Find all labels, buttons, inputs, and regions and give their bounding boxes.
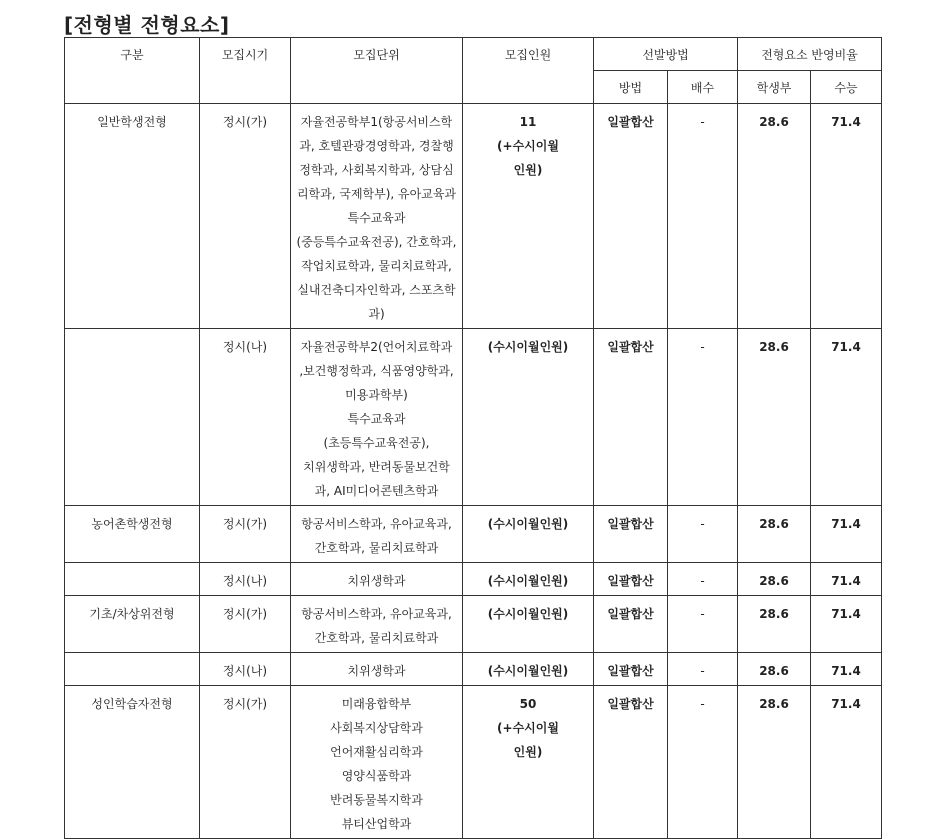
header-unit: 모집단위 — [291, 38, 463, 104]
multiple-cell: - — [668, 653, 738, 686]
table-header — [65, 38, 882, 104]
count-cell: 11 (+수시이월 인원) — [463, 104, 594, 329]
group-name-cell: 기초/차상위전형 — [65, 596, 200, 653]
table-body — [65, 104, 882, 839]
school-ratio-cell: 28.6 — [738, 596, 811, 653]
group-name-cell: 농어촌학생전형 — [65, 506, 200, 563]
admission-table — [64, 37, 882, 839]
period-cell: 정시(나) — [200, 329, 291, 506]
period-cell: 정시(가) — [200, 506, 291, 563]
method-cell: 일괄합산 — [594, 653, 668, 686]
table-row — [65, 563, 882, 596]
period-cell: 정시(나) — [200, 653, 291, 686]
multiple-cell: - — [668, 563, 738, 596]
csat-ratio-cell: 71.4 — [811, 104, 882, 329]
multiple-cell: - — [668, 506, 738, 563]
method-cell: 일괄합산 — [594, 596, 668, 653]
table-row — [65, 686, 882, 839]
period-cell: 정시(가) — [200, 104, 291, 329]
unit-cell: 자율전공학부2(언어치료학과 ,보건행정학과, 식품영양학과, 미용과학부) 특수교육과 (초등특수교육전공), 치위생학과, 반려동물보건학 과, AI미디어콘텐츠학과 — [291, 329, 463, 506]
header-selection: 선발방법 — [594, 38, 738, 71]
header-ratio-school: 학생부 — [738, 71, 811, 104]
header-count: 모집인원 — [463, 38, 594, 104]
period-cell: 정시(가) — [200, 596, 291, 653]
csat-ratio-cell: 71.4 — [811, 596, 882, 653]
school-ratio-cell: 28.6 — [738, 329, 811, 506]
group-name-cell-empty — [65, 329, 200, 506]
header-period: 모집시기 — [200, 38, 291, 104]
csat-ratio-cell: 71.4 — [811, 329, 882, 506]
csat-ratio-cell: 71.4 — [811, 686, 882, 839]
group-name-cell: 성인학습자전형 — [65, 686, 200, 839]
csat-ratio-cell: 71.4 — [811, 563, 882, 596]
csat-ratio-cell: 71.4 — [811, 653, 882, 686]
method-cell: 일괄합산 — [594, 506, 668, 563]
method-cell: 일괄합산 — [594, 104, 668, 329]
method-cell: 일괄합산 — [594, 329, 668, 506]
method-cell: 일괄합산 — [594, 563, 668, 596]
group-name-cell-empty — [65, 563, 200, 596]
multiple-cell: - — [668, 596, 738, 653]
unit-cell: 항공서비스학과, 유아교육과, 간호학과, 물리치료학과 — [291, 596, 463, 653]
multiple-cell: - — [668, 329, 738, 506]
school-ratio-cell: 28.6 — [738, 104, 811, 329]
table-row — [65, 104, 882, 329]
unit-cell: 치위생학과 — [291, 563, 463, 596]
header-ratio: 전형요소 반영비율 — [738, 38, 882, 71]
table-row — [65, 653, 882, 686]
header-ratio-csat: 수능 — [811, 71, 882, 104]
school-ratio-cell: 28.6 — [738, 686, 811, 839]
count-cell: (수시이월인원) — [463, 329, 594, 506]
count-cell: (수시이월인원) — [463, 653, 594, 686]
table-row — [65, 596, 882, 653]
school-ratio-cell: 28.6 — [738, 506, 811, 563]
multiple-cell: - — [668, 686, 738, 839]
header-group: 구분 — [65, 38, 200, 104]
multiple-cell: - — [668, 104, 738, 329]
group-name-cell-empty — [65, 653, 200, 686]
header-selection-method: 방법 — [594, 71, 668, 104]
csat-ratio-cell: 71.4 — [811, 506, 882, 563]
unit-cell: 항공서비스학과, 유아교육과, 간호학과, 물리치료학과 — [291, 506, 463, 563]
unit-cell: 자율전공학부1(항공서비스학 과, 호텔관광경영학과, 경찰행 정학과, 사회복지학과, 상담심 리학과, 국제학부), 유아교육과 특수교육과 (중등특수교육전공), 간호학과, 작업치료학과, 물리치료학과, 실내건축디자인학과, 스포츠학 과) — [291, 104, 463, 329]
school-ratio-cell: 28.6 — [738, 563, 811, 596]
count-cell: (수시이월인원) — [463, 506, 594, 563]
header-selection-multiple: 배수 — [668, 71, 738, 104]
count-cell: (수시이월인원) — [463, 596, 594, 653]
unit-cell: 치위생학과 — [291, 653, 463, 686]
method-cell: 일괄합산 — [594, 686, 668, 839]
school-ratio-cell: 28.6 — [738, 653, 811, 686]
count-cell: 50 (+수시이월 인원) — [463, 686, 594, 839]
table-row — [65, 329, 882, 506]
section-title: [전형별 전형요소] — [64, 13, 230, 37]
count-cell: (수시이월인원) — [463, 563, 594, 596]
period-cell: 정시(나) — [200, 563, 291, 596]
period-cell: 정시(가) — [200, 686, 291, 839]
table-row — [65, 506, 882, 563]
unit-cell: 미래융합학부 사회복지상담학과 언어재활심리학과 영양식품학과 반려동물복지학과 뷰티산업학과 — [291, 686, 463, 839]
group-name-cell: 일반학생전형 — [65, 104, 200, 329]
